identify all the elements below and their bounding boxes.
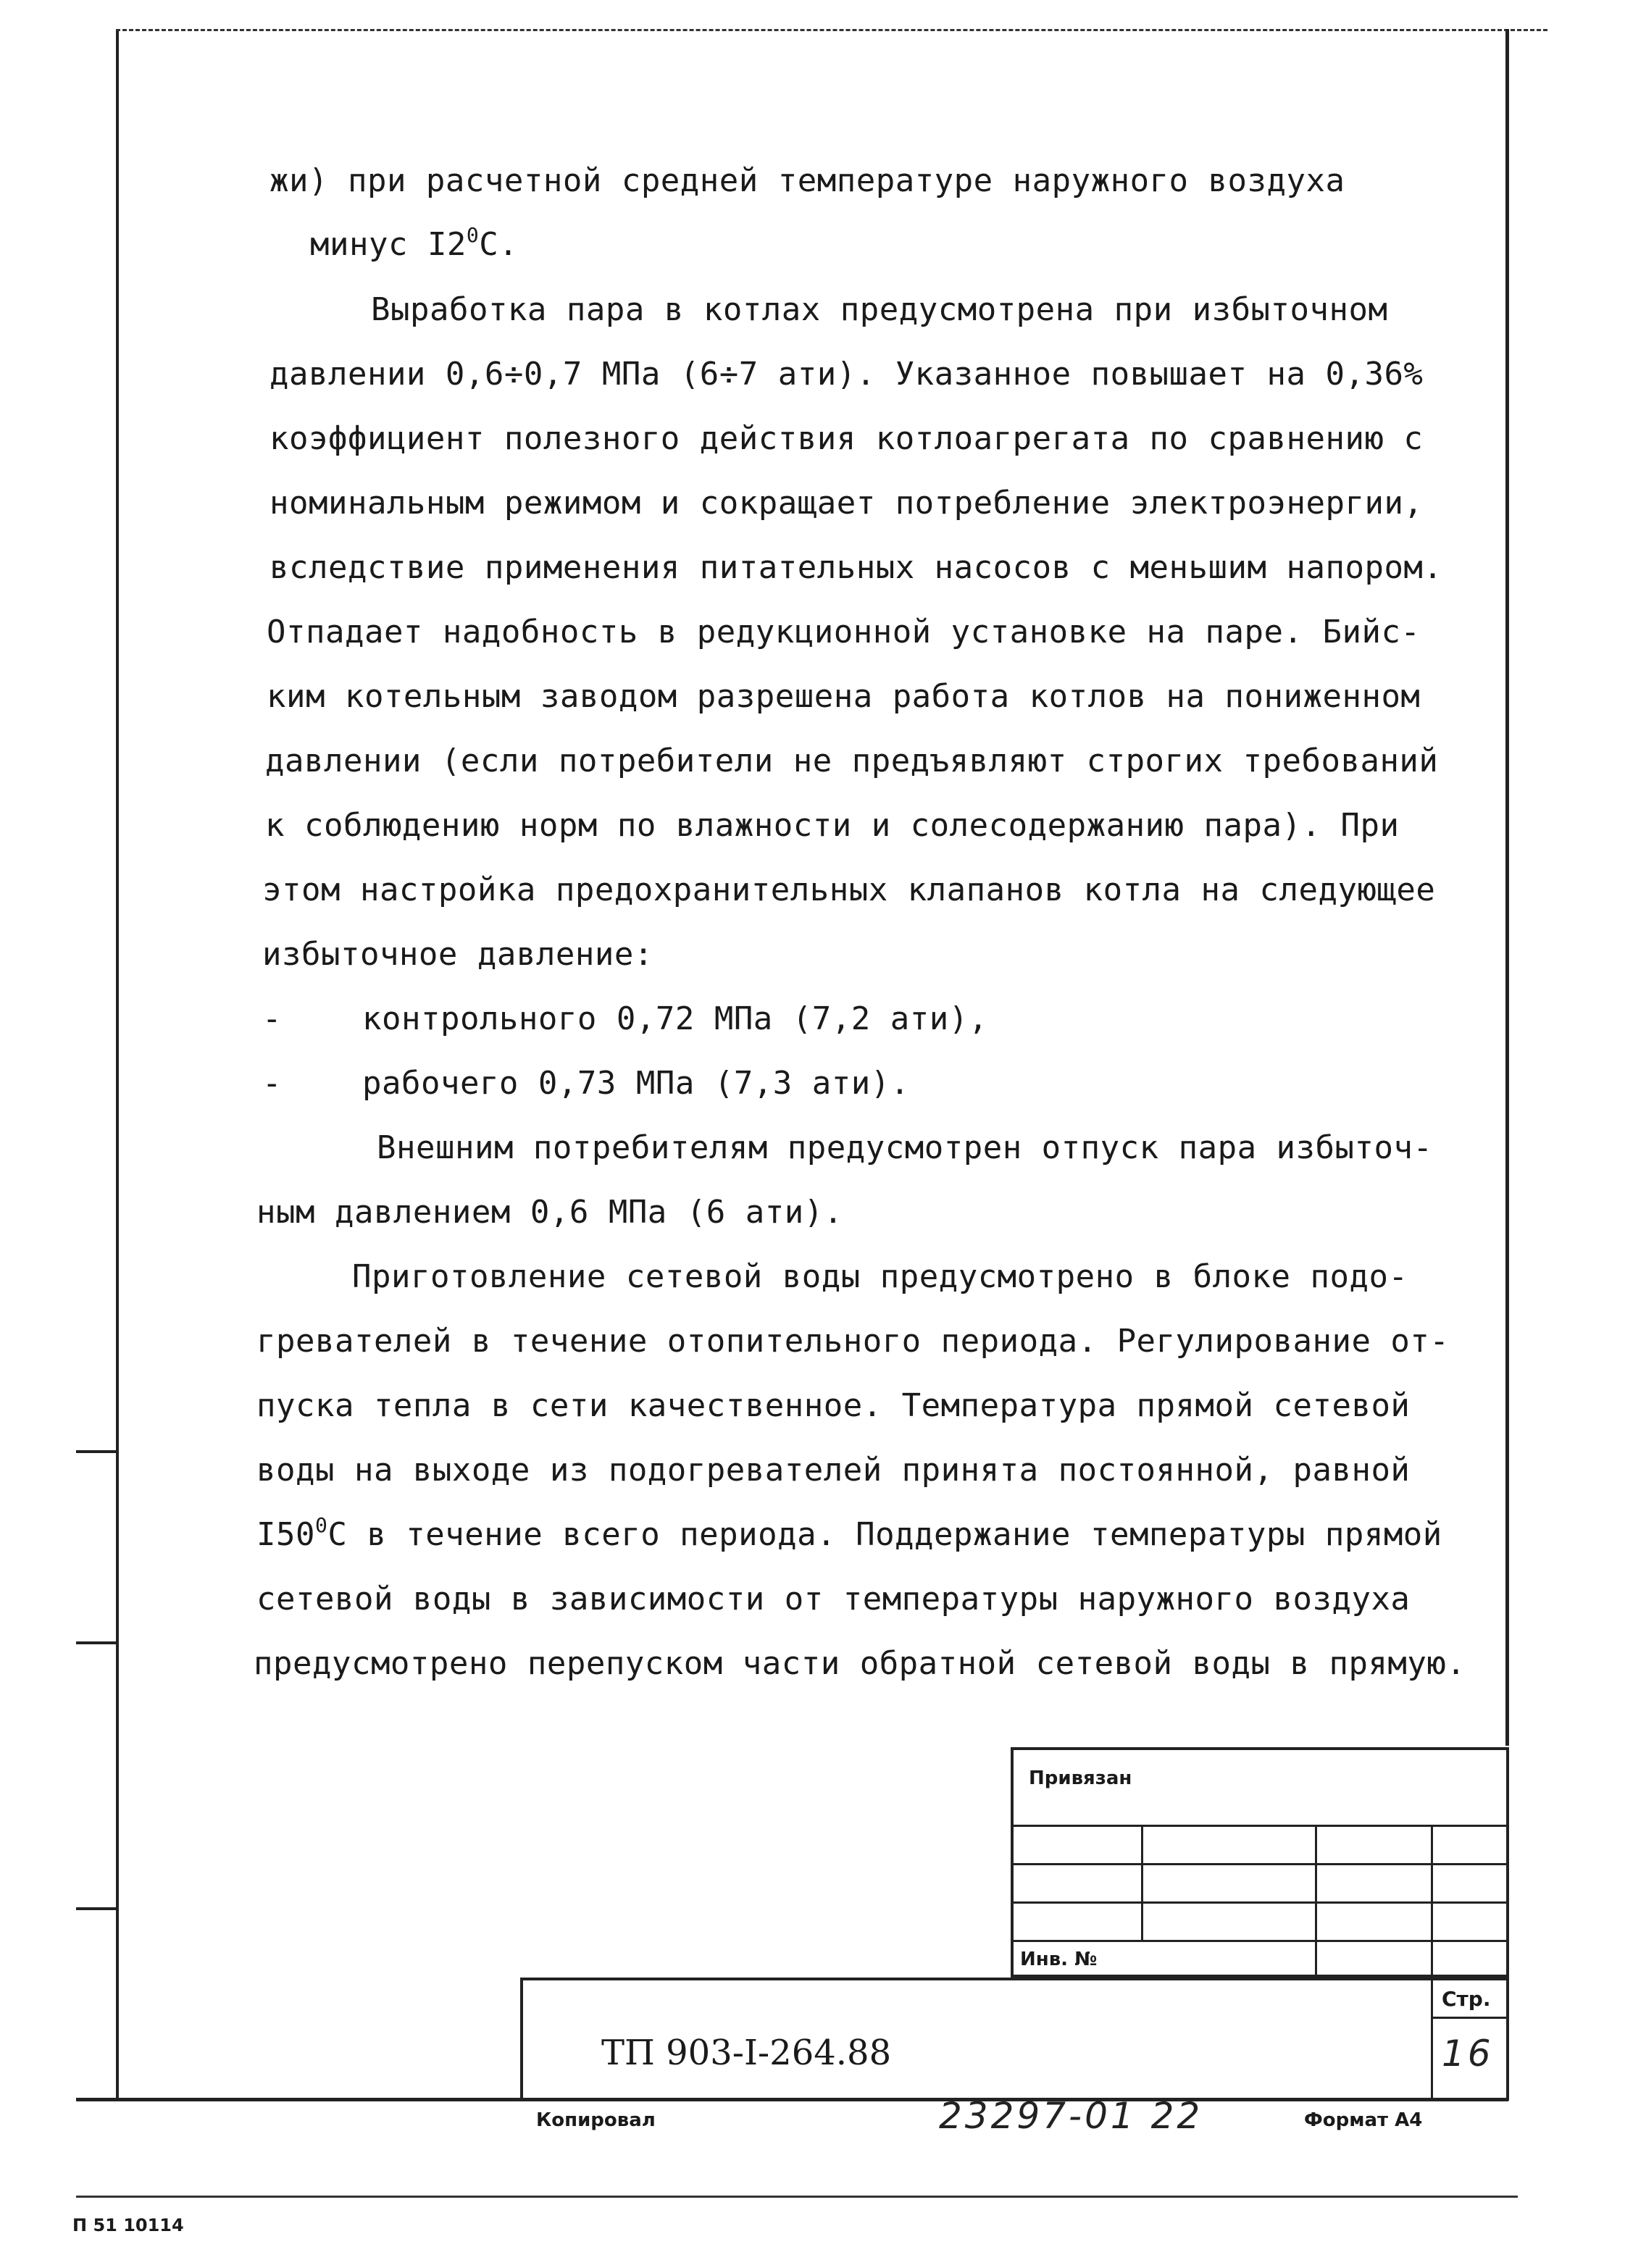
- frame-top-border: [116, 29, 1547, 31]
- table-divider: [1431, 1825, 1433, 1978]
- margin-tick: [76, 1450, 118, 1453]
- text-line: Отпадает надобность в редукционной установке на паре. Бийс-: [267, 614, 1421, 650]
- text-line: ным давлением 0,6 МПа (6 ати).: [256, 1194, 843, 1231]
- page-number: 16: [1442, 2033, 1494, 2075]
- text-line: ким котельным заводом разрешена работа котлов на пониженном: [267, 678, 1421, 715]
- text-line: давлении (если потребители не предъявляют строгих требований: [265, 742, 1439, 779]
- footer-rule: [76, 2196, 1518, 2198]
- text-line: коэффициент полезного действия котлоагрегата по сравнению с: [270, 420, 1424, 457]
- table-divider: [1011, 1863, 1509, 1865]
- table-divider: [1011, 1940, 1509, 1942]
- margin-tick: [76, 1907, 118, 1910]
- text-line: $I50^0С$ в течение всего периода. Поддержание температуры прямой: [256, 1513, 1442, 1553]
- print-code: П 51 10114: [72, 2215, 184, 2235]
- bullet-dash: -: [262, 1000, 282, 1037]
- table-divider: [1011, 1825, 1509, 1827]
- text-line: давлении 0,6÷0,7 МПа (6÷7 ати). Указанное повышает на 0,36%: [270, 356, 1424, 393]
- table-divider: [1315, 1825, 1317, 1978]
- text-line: избыточное давление:: [262, 936, 653, 973]
- table-divider: [1011, 1901, 1509, 1904]
- table-divider: [1431, 1978, 1433, 2101]
- text-line: номинальным режимом и сокращает потребление электроэнергии,: [270, 485, 1424, 522]
- bullet-item: рабочего 0,73 МПа (7,3 ати).: [362, 1065, 910, 1102]
- bullet-dash: -: [262, 1065, 282, 1102]
- text-line: Выработка пара в котлах предусмотрена при избыточном: [371, 291, 1388, 328]
- table-divider: [1431, 2017, 1509, 2019]
- inventory-number-label: Инв. №: [1020, 1949, 1098, 1970]
- text-line: воды на выходе из подогревателей принята постоянной, равной: [256, 1452, 1411, 1489]
- text-line: к соблюдению норм по влажности и солесодержанию пара). При: [265, 807, 1400, 844]
- bound-label: Привязан: [1029, 1767, 1132, 1789]
- text-line: Приготовление сетевой воды предусмотрено в блоке подо-: [352, 1258, 1408, 1295]
- text-line: этом настройка предохранительных клапанов котла на следующее: [262, 871, 1436, 908]
- text-line: минус $I2^0С$.: [310, 223, 519, 263]
- bullet-item: контрольного 0,72 МПа (7,2 ати),: [362, 1000, 988, 1037]
- text-line: пуска тепла в сети качественное. Температура прямой сетевой: [256, 1387, 1411, 1424]
- text-line: предусмотрено перепуском части обратной сетевой воды в прямую.: [254, 1645, 1466, 1682]
- page-label: Стр.: [1442, 1987, 1491, 2011]
- frame-right-border: [1505, 29, 1509, 1746]
- frame-left-border: [116, 30, 119, 2101]
- copied-by-label: Копировал: [536, 2109, 656, 2131]
- table-divider: [1141, 1825, 1143, 1940]
- text-line: вследствие применения питательных насосов с меньшим напором.: [270, 549, 1443, 586]
- handwritten-register-number: 23297-01 22: [939, 2095, 1203, 2137]
- margin-tick: [76, 1641, 118, 1644]
- text-line: сетевой воды в зависимости от температуры наружного воздуха: [256, 1581, 1411, 1618]
- text-line: жи) при расчетной средней температуре наружного воздуха: [270, 162, 1345, 199]
- document-code: ТП 903-I-264.88: [601, 2033, 892, 2073]
- text-line: гревателей в течение отопительного периода. Регулирование от-: [256, 1323, 1450, 1360]
- format-label: Формат А4: [1304, 2109, 1423, 2131]
- text-line: Внешним потребителям предусмотрен отпуск пара избыточ-: [377, 1129, 1433, 1166]
